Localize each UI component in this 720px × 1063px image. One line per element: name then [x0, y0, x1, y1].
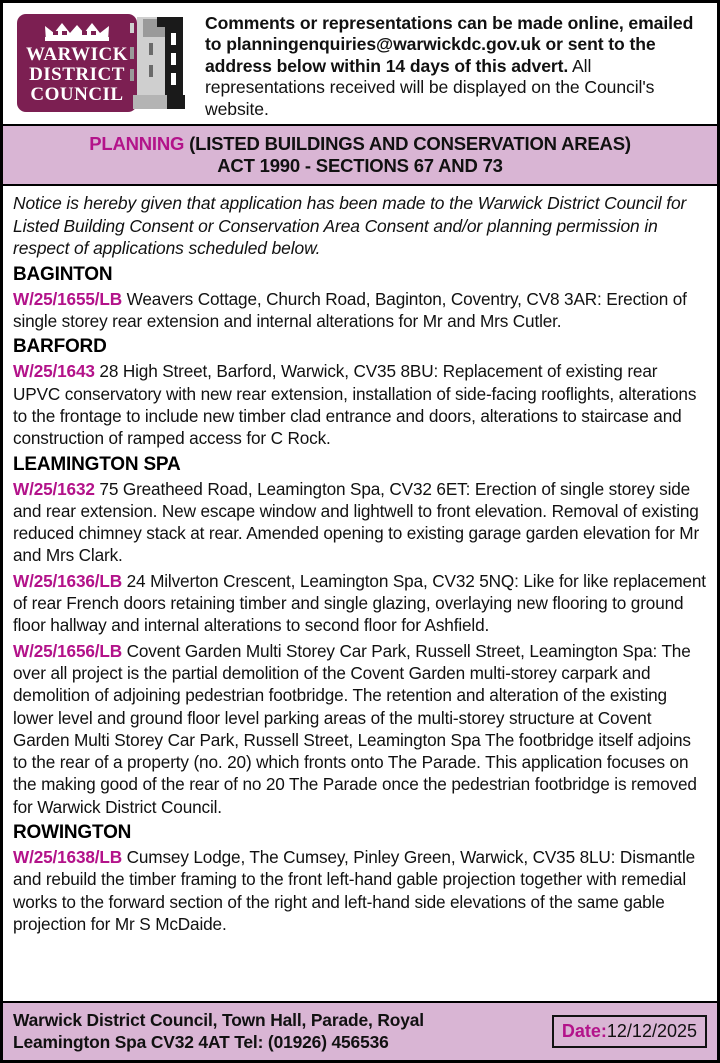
header-notice-text — [189, 9, 709, 120]
footer-address: Warwick District Council, Town Hall, Parade, Royal Leamington Spa CV32 4AT Tel: (01926) 456536 — [13, 1010, 424, 1052]
act-banner-line-2: ACT 1990 - SECTIONS 67 AND 73 — [217, 155, 503, 177]
application-description: Weavers Cottage, Church Road, Baginton, Coventry, CV8 3AR: Erection of single storey rear extension and internal alterations for Mr and Mrs Cutler. — [13, 288, 687, 332]
application-entry — [13, 640, 707, 818]
logo-line-council: COUNCIL — [30, 84, 124, 105]
application-reference[interactable]: W/25/1655/LB — [13, 288, 123, 309]
application-description: 75 Greatheed Road, Leamington Spa, CV32 6ET: Erection of single storey side and rear extension. New escape window and lightwell to front elevation. Removal of existing reduced chimney stack at rear. Amended opening to existing garage garden elevation for Mr and Mrs Clark. — [13, 478, 700, 566]
header-regular-text: All representations received will be displayed on the Council's website. — [205, 55, 655, 119]
application-description: Covent Garden Multi Storey Car Park, Russell Street, Leamington Spa: The over all project is the partial demolition of the Covent Garden multi-storey carpark and demolition of adjoining pedestrian footbridge. The retention and alteration of the existing lower level and ground floor level parking areas of the multi-storey structure at Covent Garden Multi Storey Car Park, Russell Street, Leamington Spa The footbridge itself adjoins to the rear of a property (no. 20) which fronts onto The Parade. This application focuses on the making good of the rear of no 20 The Parade once the pedestrian footbridge is removed for Warwick District Council. — [13, 640, 697, 817]
logo-line-warwick: WARWICK — [25, 44, 129, 65]
act-banner-line-1 — [9, 133, 711, 155]
town-heading-rowington: ROWINGTON — [13, 822, 132, 844]
warwick-district-council-logo — [11, 9, 189, 115]
crown-icon — [44, 21, 110, 43]
application-entry — [13, 846, 707, 935]
header-bold-text: Comments or representations can be made online, emailed to planningenquiries@warwickdc.gov.uk or sent to the address below within 14 days of this advert. — [205, 13, 694, 76]
application-reference[interactable]: W/25/1632 — [13, 478, 95, 499]
town-heading-barford: BARFORD — [13, 336, 107, 358]
act-planning-word: PLANNING — [89, 133, 185, 155]
date-box — [552, 1015, 707, 1048]
advert-body — [3, 186, 717, 1001]
application-description: 24 Milverton Crescent, Leamington Spa, CV32 5NQ: Like for like replacement of rear French doors retaining timber and single glazing, overlaying new flooring to ground floor hallway and internal alterations to second floor for Ashfield. — [13, 570, 706, 636]
date-label: Date: — [561, 1020, 607, 1041]
town-heading-baginton: BAGINTON — [13, 263, 113, 285]
application-description: Cumsey Lodge, The Cumsey, Pinley Green, Warwick, CV35 8LU: Dismantle and rebuild the timber framing to the front left-hand gable projection together with remedial works to the forward section of the right and left-hand side elevations of the same gable projection for Mr S McDaide. — [13, 847, 695, 934]
castle-tower-icon — [127, 9, 189, 115]
application-description: 28 High Street, Barford, Warwick, CV35 8BU: Replacement of existing rear UPVC conservatory with new rear extension, installation of side-facing rooflights, alterations to the frontage to include new timber clad entrance and doors, alterations to staircase and construction of ramped access for C Rock. — [13, 361, 697, 449]
act-banner — [3, 126, 717, 186]
application-reference[interactable]: W/25/1643 — [13, 361, 95, 382]
application-reference[interactable]: W/25/1638/LB — [13, 847, 123, 868]
application-entry — [13, 570, 707, 637]
logo-line-district: DISTRICT — [29, 64, 125, 85]
application-entry — [13, 478, 707, 567]
act-banner-line-1-rest: (LISTED BUILDINGS AND CONSERVATION AREAS) — [184, 133, 631, 155]
application-reference[interactable]: W/25/1636/LB — [13, 570, 123, 591]
application-entry — [13, 288, 707, 333]
application-reference[interactable]: W/25/1656/LB — [13, 640, 123, 661]
application-entry — [13, 360, 707, 449]
notice-paragraph: Notice is hereby given that application has been made to the Warwick District Council for Listed Building Consent or Conservation Area Consent and/or planning permission in respect of applications scheduled below. — [13, 193, 687, 259]
town-heading-leamington-spa: LEAMINGTON SPA — [13, 453, 181, 475]
date-value: 12/12/2025 — [606, 1020, 697, 1041]
logo-plaque — [17, 14, 137, 112]
advert-footer — [3, 1001, 717, 1060]
advert-header — [3, 3, 717, 126]
